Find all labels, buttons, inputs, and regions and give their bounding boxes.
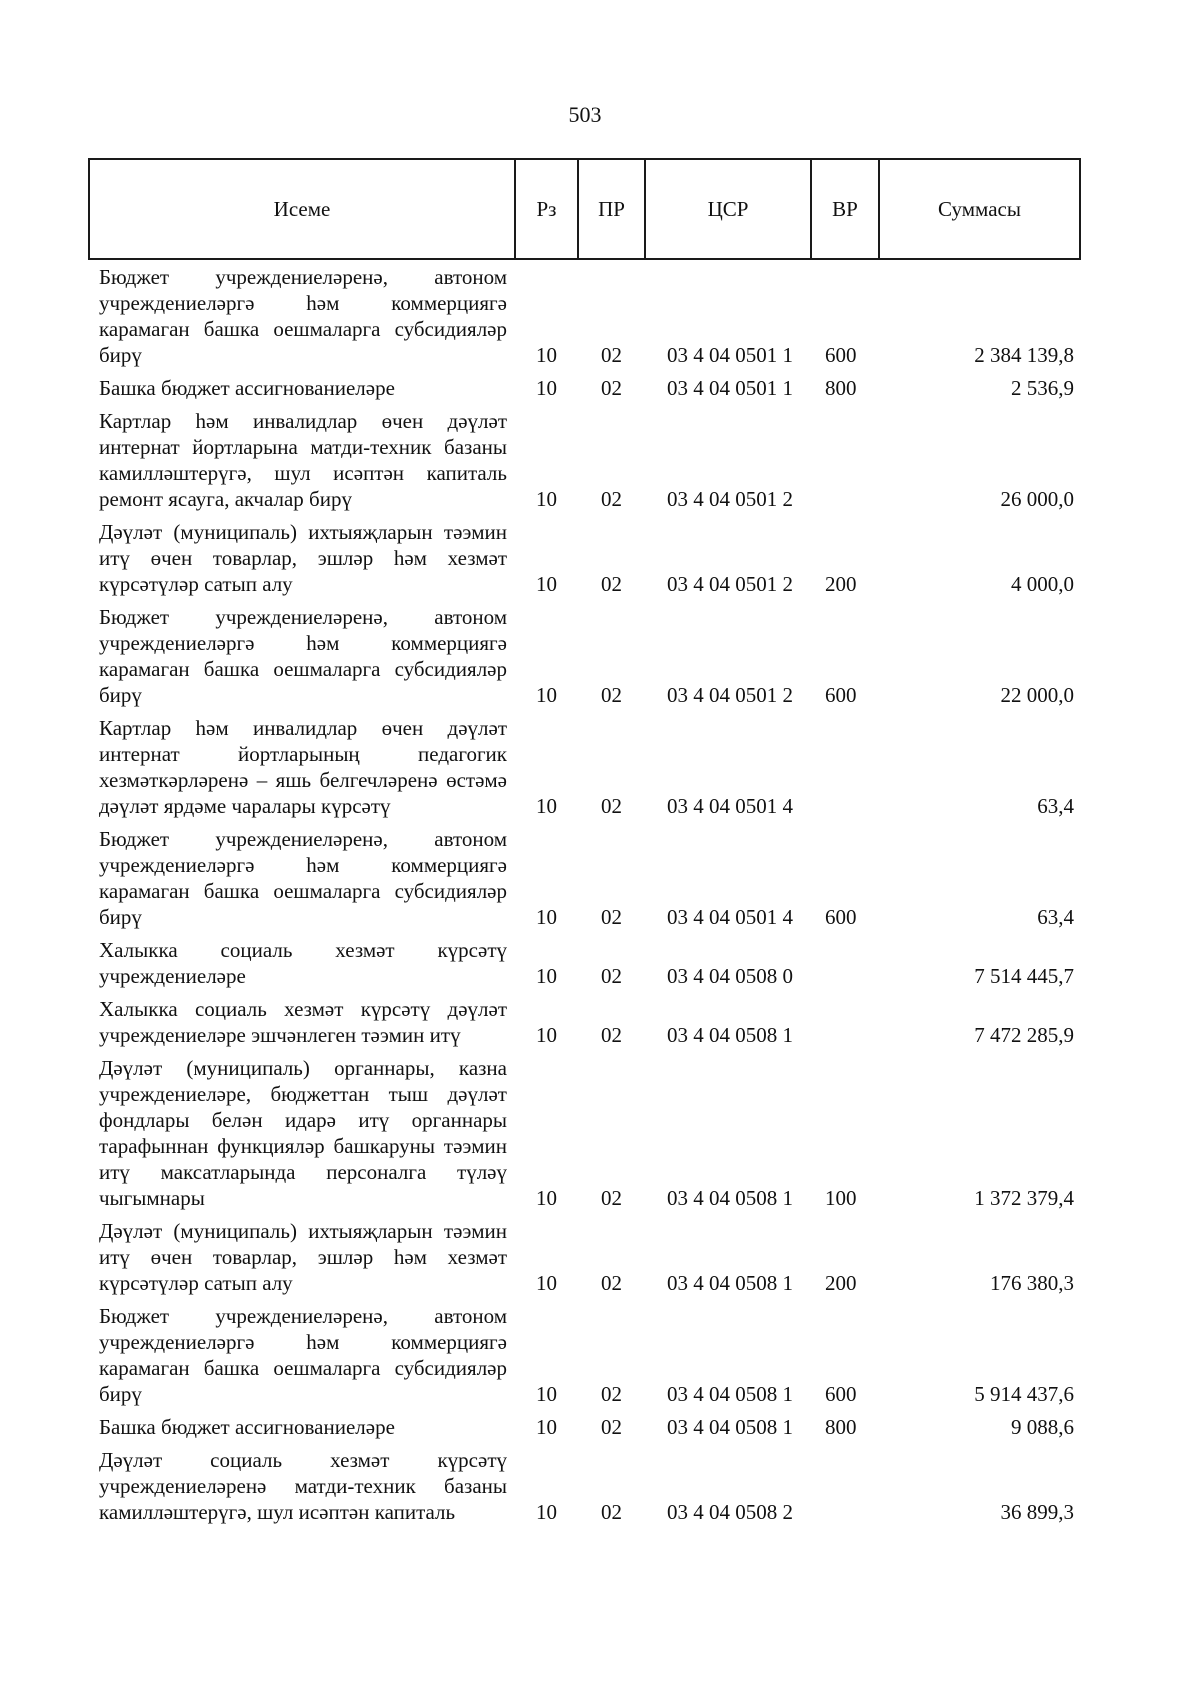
cell-sum: 7 514 445,7	[974, 964, 1074, 988]
table-body	[89, 259, 1080, 1527]
cell-sum: 5 914 437,6	[974, 1382, 1074, 1406]
cell-rz: 10	[536, 376, 557, 400]
cell-vr: 600	[825, 683, 857, 707]
cell-csr: 03 4 04 0501 4	[667, 794, 793, 818]
cell-rz: 10	[536, 1186, 557, 1210]
header-pr: ПР	[578, 159, 645, 259]
cell-csr: 03 4 04 0508 1	[667, 1023, 793, 1047]
cell-name: Дәүләт (муниципаль) ихтыяҗларын тәэмин итү өчен товарлар, эшләр һәм хезмәт күрсәтүләр сатып алу	[99, 1219, 507, 1295]
cell-pr: 02	[601, 1023, 622, 1047]
cell-sum: 2 536,9	[1011, 376, 1074, 400]
header-sum: Суммасы	[879, 159, 1080, 259]
cell-pr: 02	[601, 487, 622, 511]
table-row	[89, 403, 1080, 514]
cell-name: Халыкка социаль хезмәт күрсәтү дәүләт учреждениеләре эшчәнлеген тәэмин итү	[99, 997, 507, 1047]
cell-vr	[811, 991, 879, 1050]
cell-csr: 03 4 04 0501 4	[667, 905, 793, 929]
cell-csr: 03 4 04 0501 2	[667, 683, 793, 707]
cell-csr: 03 4 04 0501 1	[667, 343, 793, 367]
table-row	[89, 1409, 1080, 1442]
cell-csr: 03 4 04 0508 1	[667, 1271, 793, 1295]
table-row	[89, 370, 1080, 403]
header-vr: ВР	[811, 159, 879, 259]
table-row	[89, 932, 1080, 991]
cell-sum: 1 372 379,4	[974, 1186, 1074, 1210]
cell-rz: 10	[536, 964, 557, 988]
cell-vr	[811, 403, 879, 514]
table-row	[89, 821, 1080, 932]
cell-rz: 10	[536, 683, 557, 707]
cell-name: Дәүләт социаль хезмәт күрсәтү учреждениеләренә матди-техник базаны камилләштерүгә, шул исәптән капиталь	[99, 1448, 507, 1524]
cell-vr	[811, 710, 879, 821]
cell-vr: 800	[825, 376, 857, 400]
cell-csr: 03 4 04 0508 1	[667, 1186, 793, 1210]
cell-sum: 176 380,3	[990, 1271, 1074, 1295]
cell-sum: 63,4	[1037, 794, 1074, 818]
cell-name: Бюджет учреждениеләренә, автоном учреждениеләргә һәм коммерциягә карамаган башка оешмаларга субсидияләр бирү	[99, 265, 507, 367]
table-row	[89, 710, 1080, 821]
cell-pr: 02	[601, 1382, 622, 1406]
cell-csr: 03 4 04 0508 1	[667, 1382, 793, 1406]
table-row	[89, 991, 1080, 1050]
cell-name: Картлар һәм инвалидлар өчен дәүләт интернат йортларының педагогик хезмәткәрләренә – яшь белгечләренә өстәмә дәүләт ярдәме чаралары күрсәтү	[99, 716, 507, 818]
cell-vr	[811, 1442, 879, 1527]
cell-vr: 100	[825, 1186, 857, 1210]
cell-vr: 200	[825, 572, 857, 596]
cell-pr: 02	[601, 905, 622, 929]
cell-pr: 02	[601, 1186, 622, 1210]
cell-sum: 4 000,0	[1011, 572, 1074, 596]
cell-vr: 600	[825, 343, 857, 367]
header-csr: ЦСР	[645, 159, 811, 259]
cell-rz: 10	[536, 1500, 557, 1524]
cell-name: Дәүләт (муниципаль) ихтыяҗларын тәэмин итү өчен товарлар, эшләр һәм хезмәт күрсәтүләр сатып алу	[99, 520, 507, 596]
budget-table	[88, 158, 1081, 1527]
table-row	[89, 1213, 1080, 1298]
cell-rz: 10	[536, 487, 557, 511]
cell-vr	[811, 932, 879, 991]
header-rz: Рз	[515, 159, 578, 259]
cell-csr: 03 4 04 0501 2	[667, 572, 793, 596]
table-row	[89, 1442, 1080, 1527]
cell-pr: 02	[601, 1271, 622, 1295]
cell-pr: 02	[601, 343, 622, 367]
cell-rz: 10	[536, 905, 557, 929]
cell-rz: 10	[536, 1023, 557, 1047]
header-name: Исеме	[89, 159, 515, 259]
cell-name: Дәүләт (муниципаль) органнары, казна учреждениеләре, бюджеттан тыш дәүләт фондлары белән идарә итү органнары тарафыннан функцияләр башкаруны тәэмин итү максатларында персоналга түләү чыгымнары	[99, 1056, 507, 1210]
cell-pr: 02	[601, 1415, 622, 1439]
cell-rz: 10	[536, 343, 557, 367]
cell-pr: 02	[601, 794, 622, 818]
table-row	[89, 514, 1080, 599]
table-row	[89, 1050, 1080, 1213]
cell-pr: 02	[601, 1500, 622, 1524]
table-row	[89, 599, 1080, 710]
cell-name: Бюджет учреждениеләренә, автоном учреждениеләргә һәм коммерциягә карамаган башка оешмаларга субсидияләр бирү	[99, 827, 507, 929]
cell-vr: 600	[825, 1382, 857, 1406]
cell-csr: 03 4 04 0508 0	[667, 964, 793, 988]
cell-name: Башка бюджет ассигнованиеләре	[99, 1415, 395, 1439]
cell-csr: 03 4 04 0508 2	[667, 1500, 793, 1524]
cell-sum: 9 088,6	[1011, 1415, 1074, 1439]
cell-csr: 03 4 04 0508 1	[667, 1415, 793, 1439]
cell-name: Халыкка социаль хезмәт күрсәтү учреждениеләре	[99, 938, 507, 988]
cell-csr: 03 4 04 0501 2	[667, 487, 793, 511]
page-number: 503	[568, 102, 602, 127]
cell-sum: 2 384 139,8	[974, 343, 1074, 367]
cell-pr: 02	[601, 376, 622, 400]
cell-sum: 26 000,0	[1000, 487, 1074, 511]
cell-rz: 10	[536, 1382, 557, 1406]
cell-sum: 63,4	[1037, 905, 1074, 929]
cell-vr: 200	[825, 1271, 857, 1295]
cell-pr: 02	[601, 683, 622, 707]
cell-vr: 800	[825, 1415, 857, 1439]
cell-rz: 10	[536, 794, 557, 818]
cell-sum: 7 472 285,9	[974, 1023, 1074, 1047]
cell-sum: 36 899,3	[1000, 1500, 1074, 1524]
cell-rz: 10	[536, 1271, 557, 1295]
table-header	[89, 159, 1080, 259]
table-row	[89, 1298, 1080, 1409]
cell-name: Бюджет учреждениеләренә, автоном учреждениеләргә һәм коммерциягә карамаган башка оешмаларга субсидияләр бирү	[99, 1304, 507, 1406]
cell-name: Бюджет учреждениеләренә, автоном учреждениеләргә һәм коммерциягә карамаган башка оешмаларга субсидияләр бирү	[99, 605, 507, 707]
cell-pr: 02	[601, 572, 622, 596]
table-row	[89, 259, 1080, 370]
cell-rz: 10	[536, 1415, 557, 1439]
cell-sum: 22 000,0	[1000, 683, 1074, 707]
header-row	[89, 159, 1080, 259]
cell-vr: 600	[825, 905, 857, 929]
cell-csr: 03 4 04 0501 1	[667, 376, 793, 400]
cell-pr: 02	[601, 964, 622, 988]
cell-name: Башка бюджет ассигнованиеләре	[99, 376, 395, 400]
cell-name: Картлар һәм инвалидлар өчен дәүләт интернат йортларына матди-техник базаны камилләштерүгә, шул исәптән капиталь ремонт ясауга, акчалар бирү	[99, 409, 507, 511]
cell-rz: 10	[536, 572, 557, 596]
